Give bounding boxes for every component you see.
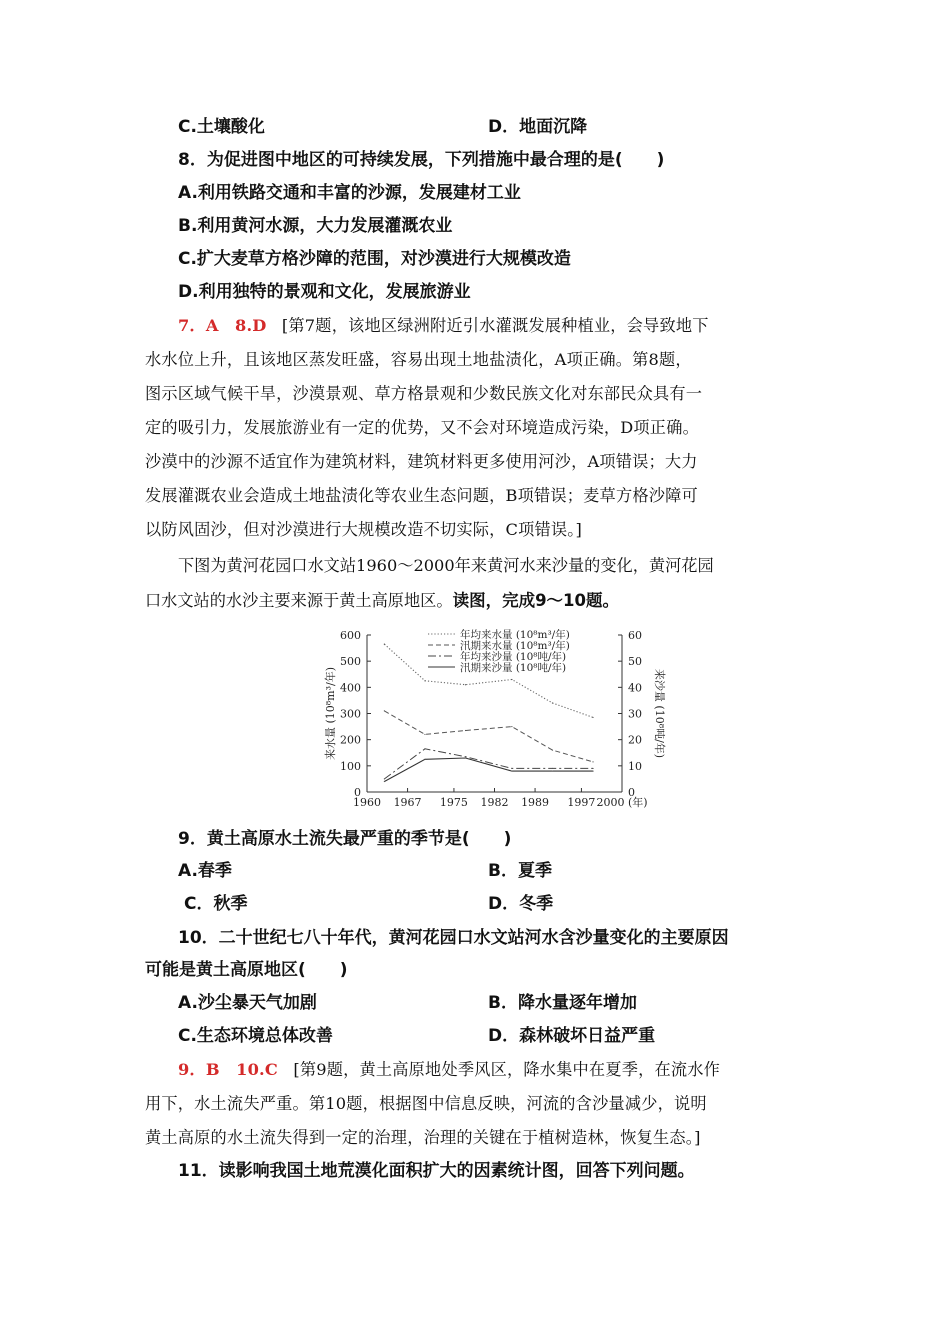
left-tick-label: 0	[354, 786, 361, 799]
series-1-point	[465, 684, 466, 685]
q8-option-d: D.利用独特的景观和文化，发展旅游业	[178, 282, 471, 302]
q7-option-c: C.土壤酸化	[178, 117, 265, 137]
series-2-point	[465, 730, 466, 731]
left-tick-label: 500	[340, 655, 361, 669]
answer-7-8-line-1	[178, 315, 808, 337]
q8-option-b: B.利用黄河水源，大力发展灌溉农业	[178, 216, 453, 236]
legend-label-3: 年均来沙量 (10⁸吨/年)	[460, 651, 567, 663]
right-tick-label: 50	[628, 655, 642, 669]
right-tick-label: 0	[628, 786, 635, 799]
q8-option-a: A.利用铁路交通和丰富的沙源，发展建材工业	[178, 183, 521, 203]
q8-option-c: C.扩大麦草方格沙障的范围，对沙漠进行大规模改造	[178, 249, 571, 269]
series-2-point	[592, 761, 593, 762]
x-tick-label: 1997	[567, 796, 596, 809]
right-axis-label: 来沙量 (10⁸吨/年)	[653, 668, 666, 759]
answer-7-8-text-1: [第7题，该地区绿洲附近引水灌溉发展种植业，会导致地下	[281, 316, 709, 335]
stem-9-10-line-2a: 口水文站的水沙主要来源于黄土高原地区。	[145, 591, 453, 610]
x-tick-label: 1982	[480, 796, 509, 809]
series-4-point	[592, 770, 593, 771]
series-line-2	[384, 711, 593, 762]
q10-option-d: D．森林破坏日益严重	[488, 1026, 656, 1046]
series-3-point	[384, 778, 385, 779]
stem-9-10-line-2b: 读图，完成9～10题。	[452, 591, 620, 610]
answer-7-8-line-4: 定的吸引力，发展旅游业有一定的优势，又不会对环境造成污染，D项正确。	[145, 418, 699, 437]
legend-label-4: 汛期来沙量 (10⁸吨/年)	[460, 662, 567, 674]
series-2-point	[511, 726, 512, 727]
series-3-point	[465, 756, 466, 757]
x-tick-label: 2000 (年)	[596, 796, 648, 809]
answer-7-8-line-3: 图示区域气候干旱，沙漠景观、草方格景观和少数民族文化对东部民众具有一	[145, 384, 703, 403]
series-4-point	[552, 770, 553, 771]
series-2-point	[552, 750, 553, 751]
legend-label-1: 年均来水量 (10⁸m³/年)	[460, 629, 570, 641]
x-tick-label: 1960	[353, 796, 381, 809]
series-3-point	[592, 768, 593, 769]
series-4-point	[465, 757, 466, 758]
q11-stem: 11．读影响我国土地荒漠化面积扩大的因素统计图，回答下列问题。	[178, 1161, 695, 1181]
x-tick-label: 1975	[439, 796, 468, 809]
right-tick-label: 60	[628, 629, 642, 642]
series-1-point	[592, 717, 593, 718]
left-tick-label: 300	[340, 707, 361, 721]
series-4-point	[511, 770, 512, 771]
q9-option-d: D．冬季	[488, 894, 554, 914]
left-tick-label: 100	[340, 759, 361, 773]
series-1-point	[511, 679, 512, 680]
series-3-point	[511, 768, 512, 769]
answer-9-10-line-3: 黄土高原的水土流失得到一定的治理，治理的关键在于植树造林，恢复生态。]	[145, 1128, 701, 1147]
q10-option-b: B．降水量逐年增加	[488, 993, 637, 1013]
answer-key-7-8: 7．A 8.D	[178, 316, 267, 335]
answer-7-8-line-2: 水水位上升，且该地区蒸发旺盛，容易出现土地盐渍化，A项正确。第8题，	[145, 350, 692, 369]
series-2-point	[424, 734, 425, 735]
x-tick-label: 1989	[521, 796, 550, 809]
answer-9-10-line-1	[178, 1059, 808, 1081]
answer-7-8-line-5: 沙漠中的沙源不适宜作为建筑材料，建筑材料更多使用河沙，A项错误；大力	[145, 452, 698, 471]
q9-option-b: B．夏季	[488, 861, 552, 881]
left-tick-label: 600	[340, 629, 361, 642]
series-2-point	[384, 710, 385, 711]
stem-9-10-line-1: 下图为黄河花园口水文站1960～2000年来黄河水来沙量的变化，黄河花园	[178, 556, 714, 575]
series-4-point	[384, 781, 385, 782]
answer-9-10-line-2: 用下，水土流失严重。第10题，根据图中信息反映，河流的含沙量减少，说明	[145, 1094, 707, 1113]
q9-option-c: C．秋季	[184, 894, 248, 914]
series-1-point	[552, 702, 553, 703]
chart-legend	[428, 628, 570, 674]
series-line-4	[384, 758, 593, 782]
q9-option-a: A.春季	[178, 861, 232, 881]
left-tick-label: 200	[340, 733, 361, 747]
left-axis-label: 来水量 (10⁸m³/年)	[324, 666, 337, 761]
series-4-point	[424, 759, 425, 760]
answer-9-10-text-1: [第9题，黄土高原地处季风区，降水集中在夏季，在流水作	[293, 1060, 721, 1079]
q10-stem-line-2: 可能是黄土高原地区( )	[145, 960, 348, 980]
right-tick-label: 20	[628, 733, 642, 747]
series-3-point	[424, 748, 425, 749]
answer-key-9-10: 9．B 10.C	[178, 1060, 278, 1079]
series-3-point	[552, 768, 553, 769]
left-tick-label: 400	[340, 681, 361, 695]
right-tick-label: 40	[628, 681, 642, 695]
q7-option-d: D．地面沉降	[488, 117, 588, 137]
right-tick-label: 10	[628, 759, 642, 773]
answer-7-8-line-7: 以防风固沙，但对沙漠进行大规模改造不切实际，C项错误。]	[145, 520, 583, 539]
q10-stem-line-1: 10．二十世纪七八十年代，黄河花园口水文站河水含沙量变化的主要原因	[178, 928, 729, 948]
series-1-point	[384, 644, 385, 645]
q9-stem: 9．黄土高原水土流失最严重的季节是( )	[178, 829, 512, 849]
series-1-point	[424, 680, 425, 681]
stem-9-10-line-2	[145, 590, 810, 612]
x-tick-label: 1967	[393, 796, 422, 809]
q10-option-a: A.沙尘暴天气加剧	[178, 993, 317, 1013]
answer-7-8-line-6: 发展灌溉农业会造成土地盐渍化等农业生态问题，B项错误；麦草方格沙障可	[145, 486, 698, 505]
water-sediment-chart	[310, 620, 666, 820]
q10-option-c: C.生态环境总体改善	[178, 1026, 333, 1046]
legend-label-2: 汛期来水量 (10⁸m³/年)	[460, 640, 570, 652]
q8-stem: 8．为促进图中地区的可持续发展，下列措施中最合理的是( )	[178, 150, 665, 170]
right-tick-label: 30	[628, 707, 642, 721]
